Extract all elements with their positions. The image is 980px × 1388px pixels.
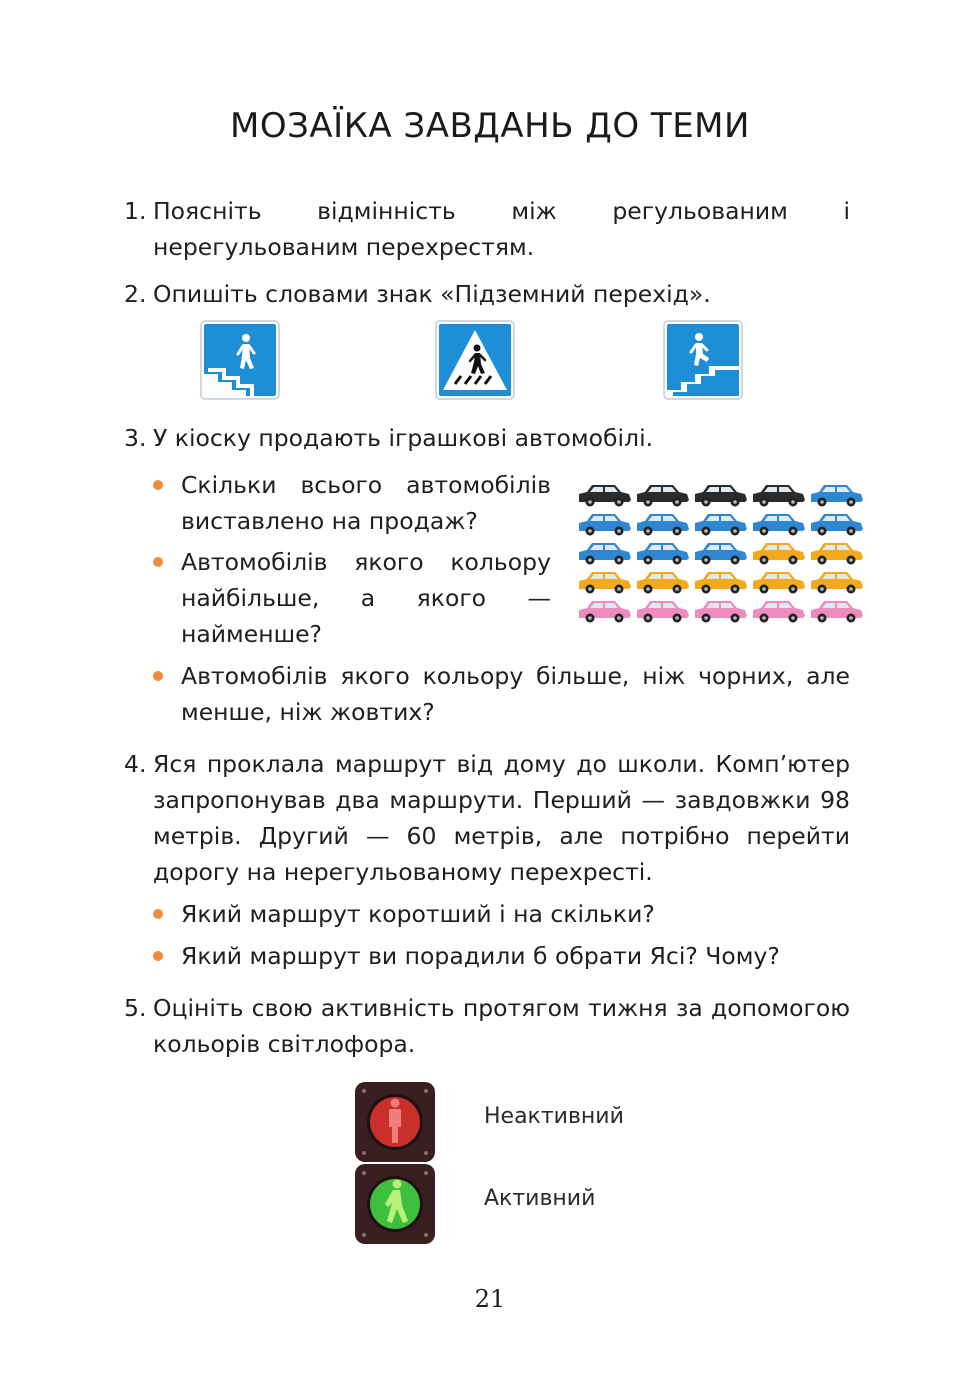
task-number: 5. [124,994,147,1022]
pedestrian-stairs-up-sign-icon [663,320,743,400]
task-3-bullet: Автомобілів якого кольору більше, ніж чорних, але менше, ніж жовтих? [181,658,850,730]
toy-car-icon [637,514,689,536]
toy-car-icon [811,543,863,565]
task-4-bullet: Який маршрут коротший і на скільки? [181,896,850,932]
toy-car-icon [753,572,805,594]
toy-cars-grid [575,478,865,628]
task-1 [124,193,850,265]
toy-car-icon [579,572,631,594]
toy-car-icon [579,601,631,623]
task-2 [124,276,850,312]
active-label: Активний [484,1186,596,1211]
task-3-bullet: Автомобілів якого кольору найбільше, а якого — найменше? [181,544,551,652]
toy-car-icon [695,485,747,507]
toy-car-icon [811,485,863,507]
toy-car-icon [695,601,747,623]
page-number: 21 [474,1285,506,1313]
red-pedestrian-light-icon [354,1081,436,1163]
task-text: Поясніть відмінність між регульованим і нерегульованим перехрестям. [153,197,850,261]
task-4-bullet: Який маршрут ви порадили б обрати Ясі? Чому? [181,938,850,974]
inactive-label: Неактивний [484,1104,624,1129]
task-number: 4. [124,750,147,778]
toy-car-icon [637,601,689,623]
toy-car-icon [579,514,631,536]
toy-car-icon [753,514,805,536]
toy-car-icon [695,572,747,594]
task-5 [124,990,850,1062]
task-text: Опишіть словами знак «Підземний перехід». [153,280,711,308]
toy-car-icon [811,601,863,623]
toy-car-icon [637,572,689,594]
task-number: 3. [124,424,147,452]
toy-car-icon [637,543,689,565]
toy-car-icon [753,485,805,507]
task-4 [124,746,850,890]
pedestrian-stairs-down-sign-icon [200,320,280,400]
page-title: МОЗАЇКА ЗАВДАНЬ ДО ТЕМИ [230,106,750,146]
toy-car-icon [695,543,747,565]
task-number: 2. [124,280,147,308]
task-text: У кіоску продають іграшкові автомобілі. [153,424,654,452]
task-number: 1. [124,197,147,225]
toy-car-icon [753,543,805,565]
toy-car-icon [695,514,747,536]
task-3 [124,420,850,456]
toy-car-icon [811,572,863,594]
task-3-bullet: Скільки всього автомобілів виставлено на продаж? [181,467,551,539]
toy-car-icon [579,543,631,565]
pedestrian-crossing-sign-icon [435,320,515,400]
toy-car-icon [753,601,805,623]
toy-car-icon [811,514,863,536]
green-pedestrian-light-icon [354,1163,436,1245]
toy-car-icon [637,485,689,507]
toy-car-icon [579,485,631,507]
task-text: Оцініть свою активність протягом тижня за допомогою кольорів світлофора. [153,994,850,1058]
task-text: Яся проклала маршрут від дому до школи. Комп’ютер запропонував два маршрути. Перший — завдовжки 98 метрів. Другий — 60 метрів, але потрібно перейти дорогу на нерегульованому перехресті. [153,750,850,886]
